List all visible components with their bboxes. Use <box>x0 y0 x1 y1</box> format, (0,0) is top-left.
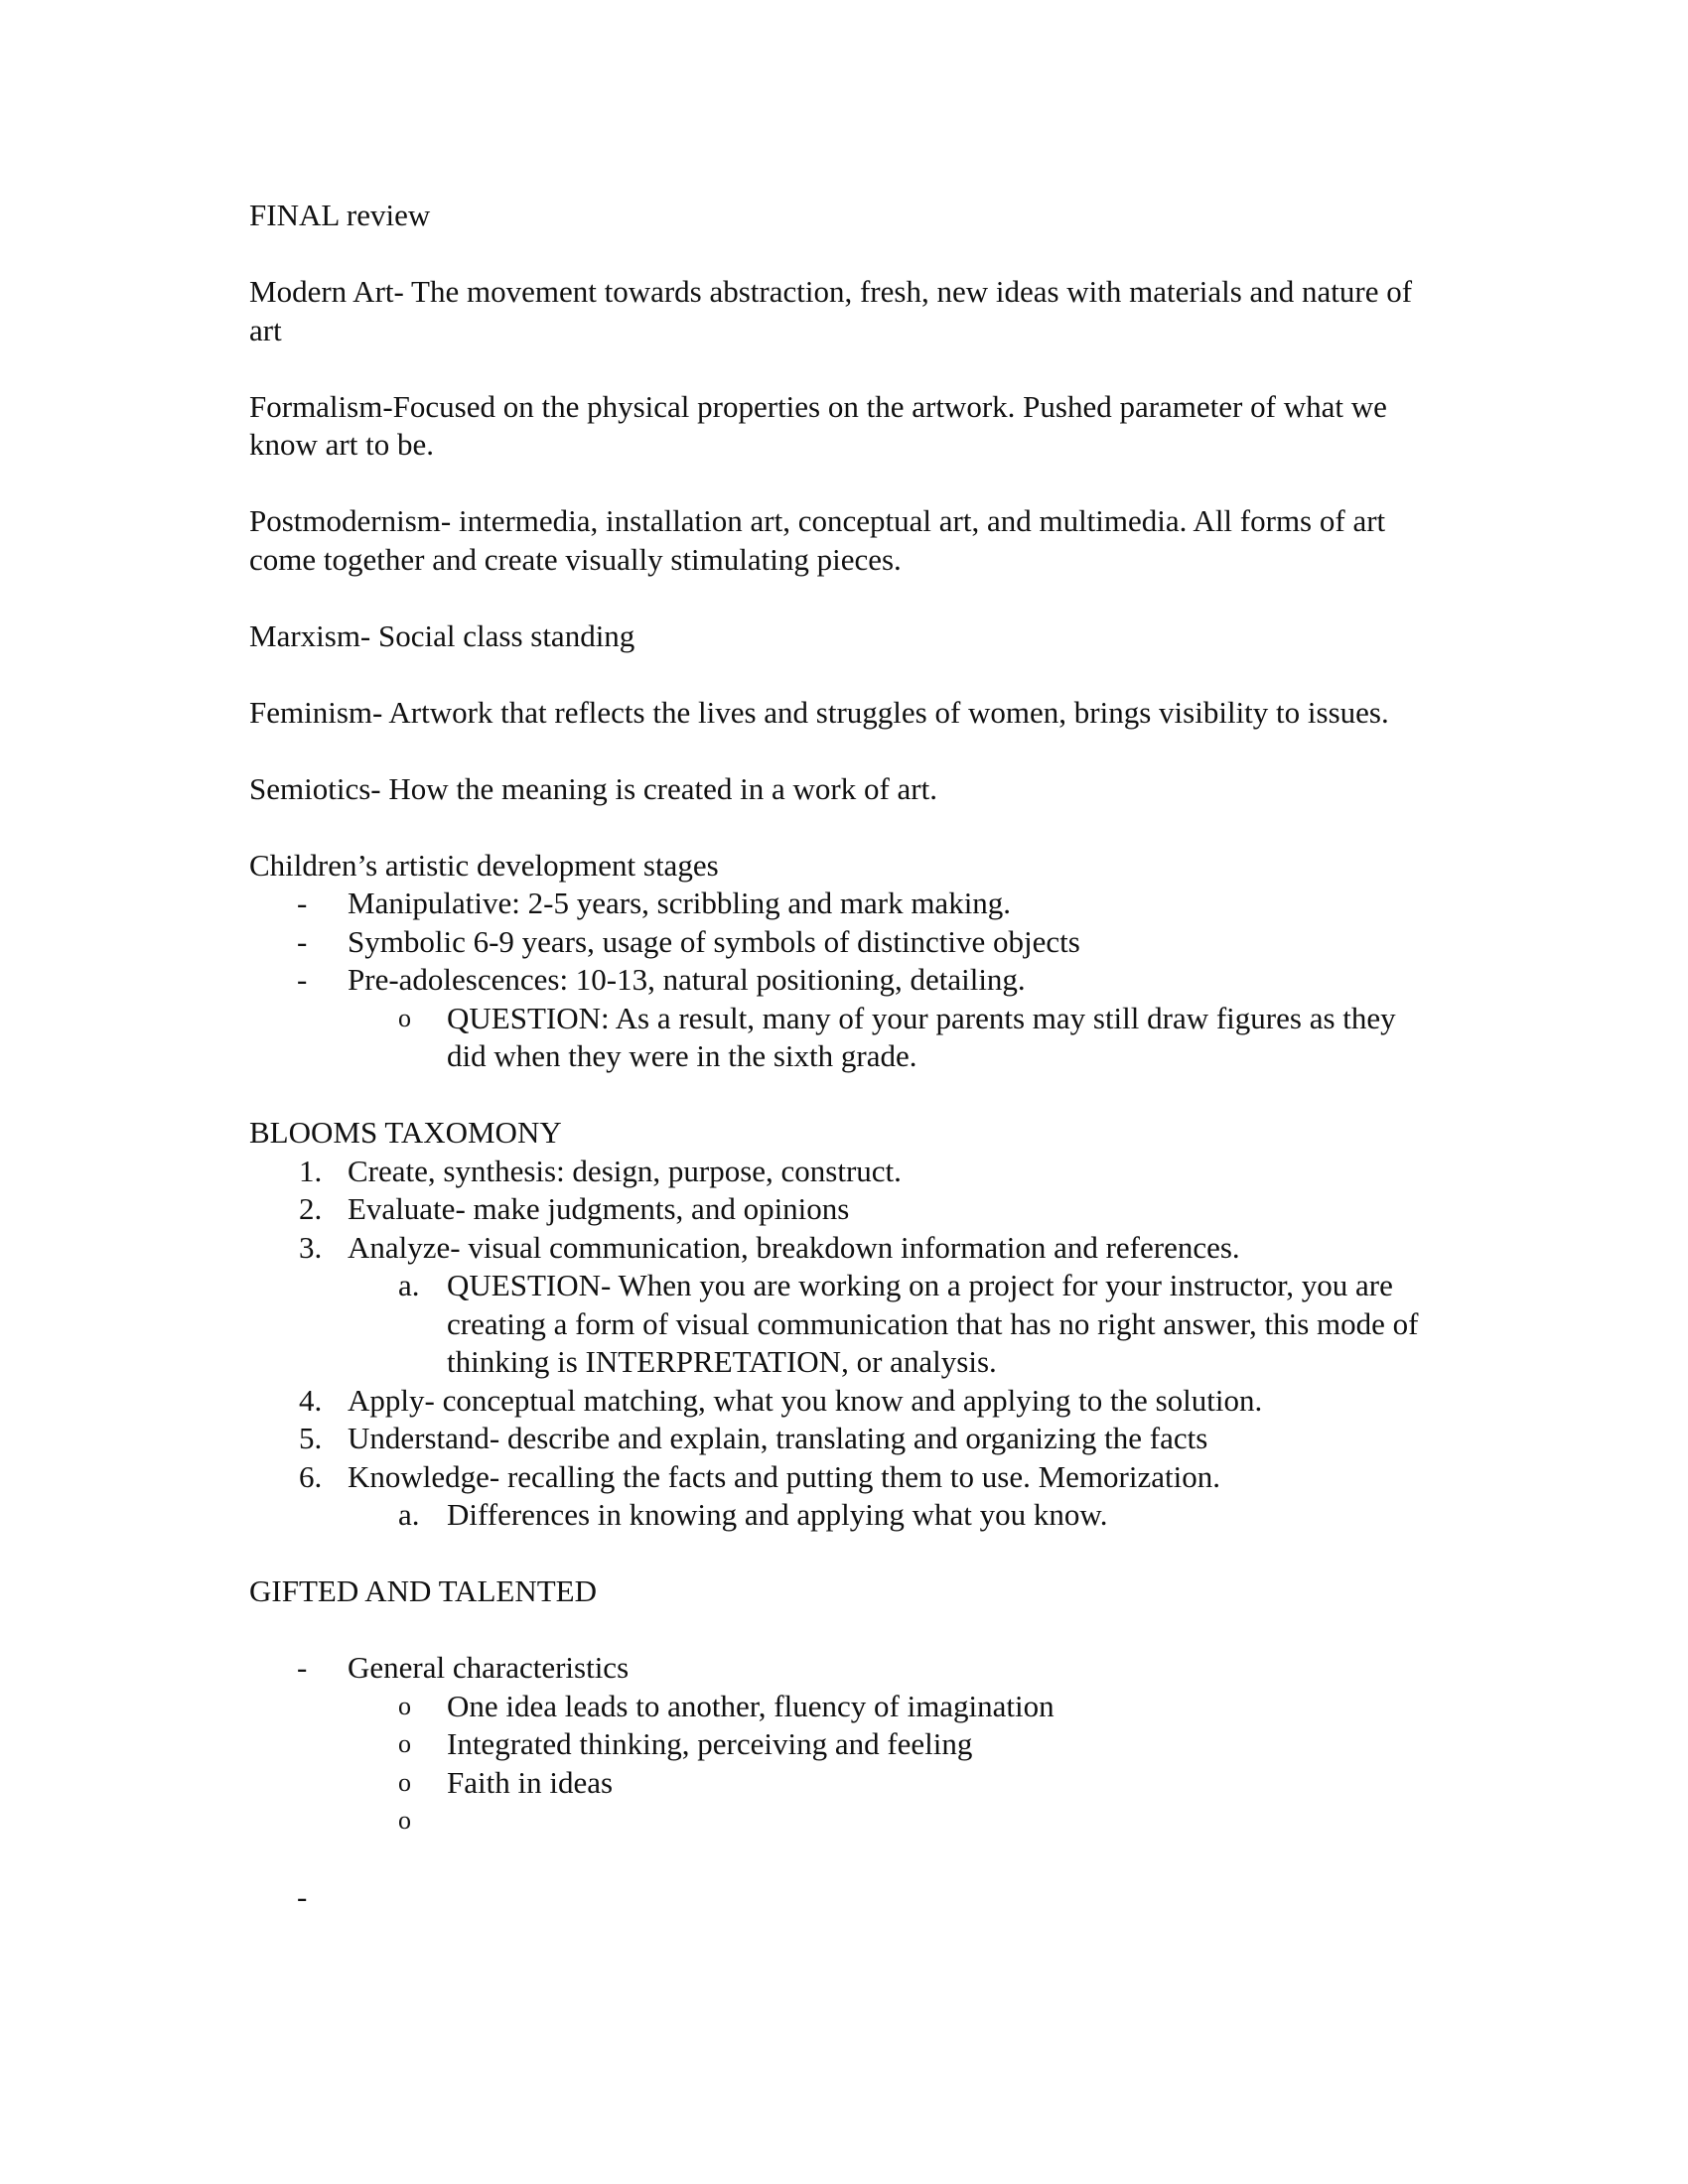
circle-bullet: o <box>398 1003 411 1032</box>
list-item <box>249 923 1441 962</box>
numbered-item <box>249 1458 1441 1497</box>
list-item-text: Manipulative: 2-5 years, scribbling and mark making. <box>348 886 1012 920</box>
numbered-item <box>249 1190 1441 1229</box>
item-number: 1. <box>299 1153 323 1188</box>
sub-list-item <box>249 1000 1441 1076</box>
list-item <box>249 885 1441 923</box>
numbered-item <box>249 1420 1441 1458</box>
numbered-item-text: Analyze- visual communication, breakdown information and references. <box>348 1229 1240 1265</box>
numbered-item-text: Create, synthesis: design, purpose, construct. <box>348 1153 902 1188</box>
numbered-item-text: Apply- conceptual matching, what you know and applying to the solution. <box>348 1382 1263 1418</box>
gifted-section <box>249 1572 1441 1917</box>
sub-list-item <box>249 1764 1441 1803</box>
dash-bullet: - <box>297 962 308 997</box>
page-title: FINAL review <box>249 198 431 232</box>
sub-list-item <box>249 1725 1441 1764</box>
sub-list-item-text: Integrated thinking, perceiving and feeling <box>447 1726 973 1761</box>
section-heading-gifted: GIFTED AND TALENTED <box>249 1573 597 1608</box>
circle-bullet: o <box>398 1806 411 1835</box>
definition-postmodernism: Postmodernism- intermedia, installation art, conceptual art, and multimedia. All forms of art come together and create visually stimulating pieces. <box>249 503 1386 577</box>
item-number: 5. <box>299 1421 323 1455</box>
numbered-item <box>249 1229 1441 1268</box>
circle-bullet: o <box>398 1767 411 1797</box>
definition-feminism: Feminism- Artwork that reflects the lives and struggles of women, brings visibility to issues. <box>249 694 1389 730</box>
item-number: 6. <box>299 1458 323 1494</box>
circle-bullet: o <box>398 1729 411 1758</box>
item-number: 3. <box>299 1229 323 1265</box>
list-item <box>249 1649 1441 1688</box>
list-item-empty <box>249 1878 1441 1917</box>
sub-list-item-empty <box>249 1802 1441 1841</box>
sub-list-item <box>249 1688 1441 1726</box>
document-body <box>249 197 1441 1917</box>
section-heading-blooms: BLOOMS TAXOMONY <box>249 1115 562 1150</box>
dash-bullet: - <box>297 886 308 920</box>
lettered-sub-item <box>249 1267 1441 1382</box>
item-letter: a. <box>398 1497 420 1532</box>
definition-formalism: Formalism-Focused on the physical properties on the artwork. Pushed parameter of what we know art to be. <box>249 388 1387 462</box>
lettered-sub-item-text: QUESTION- When you are working on a project for your instructor, you are creating a form of visual communication that has no right answer, this mode of thinking is INTERPRETATION, or analysis. <box>447 1268 1419 1379</box>
dash-bullet: - <box>297 1650 308 1685</box>
circle-bullet: o <box>398 1691 411 1720</box>
blooms-section <box>249 1114 1441 1572</box>
dash-bullet: - <box>297 1879 308 1914</box>
lettered-sub-item <box>249 1496 1441 1535</box>
sub-list-item-text: Faith in ideas <box>447 1764 614 1800</box>
definition-marxism: Marxism- Social class standing <box>249 617 635 653</box>
dash-bullet: - <box>297 923 308 959</box>
item-number: 4. <box>299 1382 323 1418</box>
definition-modern-art: Modern Art- The movement towards abstraction, fresh, new ideas with materials and nature of art <box>249 274 1413 347</box>
numbered-item-text: Understand- describe and explain, translating and organizing the facts <box>348 1421 1208 1455</box>
numbered-item-text: Knowledge- recalling the facts and putting them to use. Memorization. <box>348 1458 1220 1494</box>
section-heading-children: Children’s artistic development stages <box>249 847 719 883</box>
sub-list-item-text: One idea leads to another, fluency of imagination <box>447 1688 1055 1723</box>
item-number: 2. <box>299 1191 323 1226</box>
sub-list-item-text: QUESTION: As a result, many of your parents may still draw figures as they did when they were in the sixth grade. <box>447 1000 1396 1073</box>
list-item-text: General characteristics <box>348 1650 630 1685</box>
numbered-item <box>249 1153 1441 1191</box>
list-item-text: Symbolic 6-9 years, usage of symbols of distinctive objects <box>348 923 1080 959</box>
list-item <box>249 961 1441 1000</box>
definition-semiotics: Semiotics- How the meaning is created in a work of art. <box>249 770 937 806</box>
lettered-sub-item-text: Differences in knowing and applying what you know. <box>447 1497 1108 1532</box>
list-item-text: Pre-adolescences: 10-13, natural positioning, detailing. <box>348 962 1026 997</box>
numbered-item <box>249 1382 1441 1421</box>
numbered-item-text: Evaluate- make judgments, and opinions <box>348 1191 850 1226</box>
item-letter: a. <box>398 1268 420 1302</box>
children-development-section <box>249 847 1441 1115</box>
